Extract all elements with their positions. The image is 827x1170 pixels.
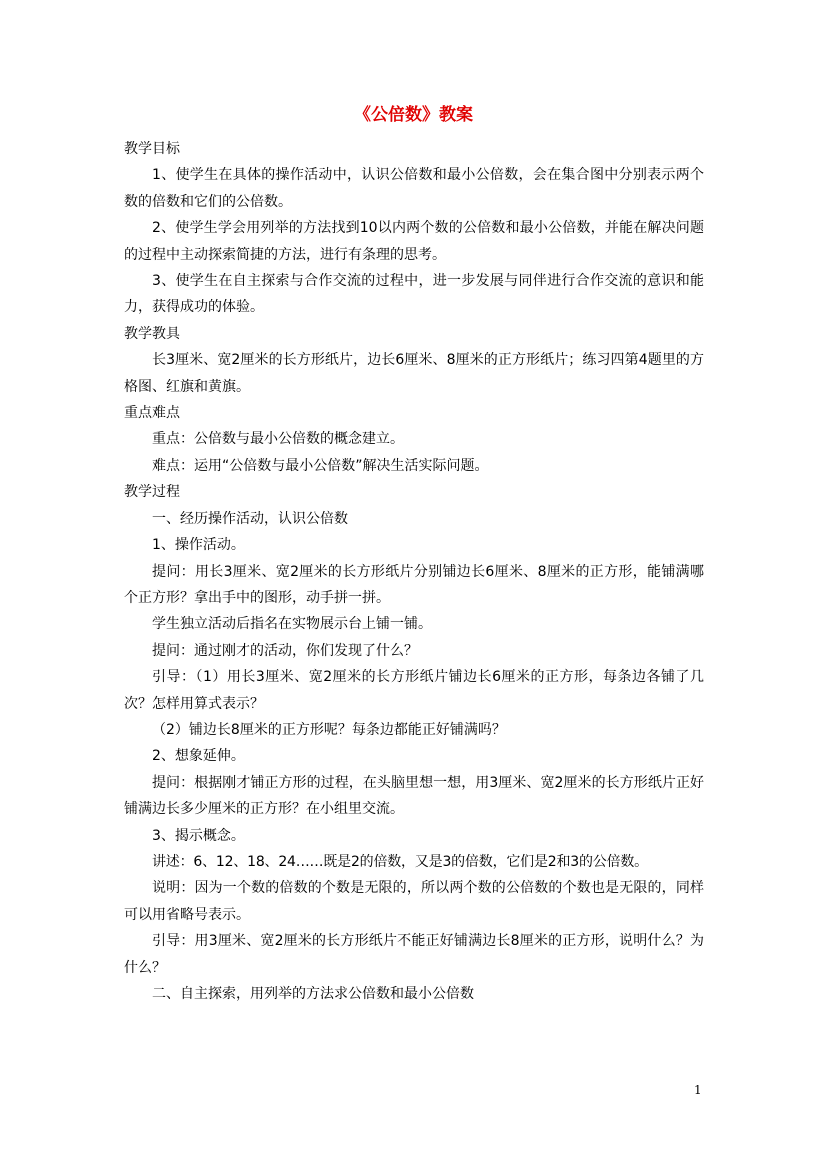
question-paragraph-1: 提问：用长3厘米、宽2厘米的长方形纸片分别铺边长6厘米、8厘米的正方形，能铺满哪个正方形？拿出手中的图形，动手拼一拼。 xyxy=(124,563,704,606)
section-heading-tools: 教学教具 xyxy=(124,325,180,342)
goal-paragraph-3: 3、使学生在自主探索与合作交流的过程中，进一步发展与同伴进行合作交流的意识和能力，获得成功的体验。 xyxy=(124,273,704,316)
student-activity-paragraph: 学生独立活动后指名在实物展示台上铺一铺。 xyxy=(152,616,432,633)
process-step-3: 3、揭示概念。 xyxy=(152,827,245,844)
goal-paragraph-1: 1、使学生在具体的操作活动中，认识公倍数和最小公倍数，会在集合图中分别表示两个数的倍数和它们的公倍数。 xyxy=(124,167,704,210)
process-part-1-heading: 一、经历操作活动，认识公倍数 xyxy=(152,510,348,527)
narration-paragraph: 讲述：6、12、18、24……既是2的倍数，又是3的倍数，它们是2和3的公倍数。 xyxy=(152,853,648,870)
explanation-paragraph: 说明：因为一个数的倍数的个数是无限的，所以两个数的公倍数的个数也是无限的，同样可以用省略号表示。 xyxy=(124,880,704,923)
guide-paragraph-3: 引导：用3厘米、宽2厘米的长方形纸片不能正好铺满边长8厘米的正方形，说明什么？为什么？ xyxy=(124,933,704,976)
page-number: 1 xyxy=(694,1083,702,1097)
process-part-2-heading: 二、自主探索，用列举的方法求公倍数和最小公倍数 xyxy=(152,986,474,1002)
section-heading-process: 教学过程 xyxy=(124,484,180,501)
guide-paragraph-1: 引导：（1）用长3厘米、宽2厘米的长方形纸片铺边长6厘米的正方形，每条边各铺了几次？怎样用算式表示？ xyxy=(124,669,704,712)
goal-paragraph-2: 2、使学生学会用列举的方法找到10以内两个数的公倍数和最小公倍数，并能在解决问题的过程中主动探索简捷的方法，进行有条理的思考。 xyxy=(124,220,704,263)
difficulty-paragraph: 难点：运用“公倍数与最小公倍数”解决生活实际问题。 xyxy=(152,457,489,474)
process-step-2: 2、想象延伸。 xyxy=(152,748,245,765)
tools-paragraph: 长3厘米、宽2厘米的长方形纸片，边长6厘米、8厘米的正方形纸片；练习四第4题里的方格图、红旗和黄旗。 xyxy=(124,352,704,395)
process-step-1: 1、操作活动。 xyxy=(152,537,245,554)
document-body xyxy=(124,136,704,1007)
key-point-paragraph: 重点：公倍数与最小公倍数的概念建立。 xyxy=(152,431,404,448)
section-heading-goals: 教学目标 xyxy=(124,141,180,157)
document-title: 《公倍数》教案 xyxy=(354,105,473,125)
section-heading-key-points: 重点难点 xyxy=(124,405,180,422)
question-paragraph-3: 提问：根据刚才铺正方形的过程，在头脑里想一想，用3厘米、宽2厘米的长方形纸片正好铺满边长多少厘米的正方形？在小组里交流。 xyxy=(124,774,704,818)
question-paragraph-2: 提问：通过刚才的活动，你们发现了什么？ xyxy=(152,642,418,659)
guide-paragraph-2: （2）铺边长8厘米的正方形呢？每条边都能正好铺满吗？ xyxy=(152,721,506,738)
